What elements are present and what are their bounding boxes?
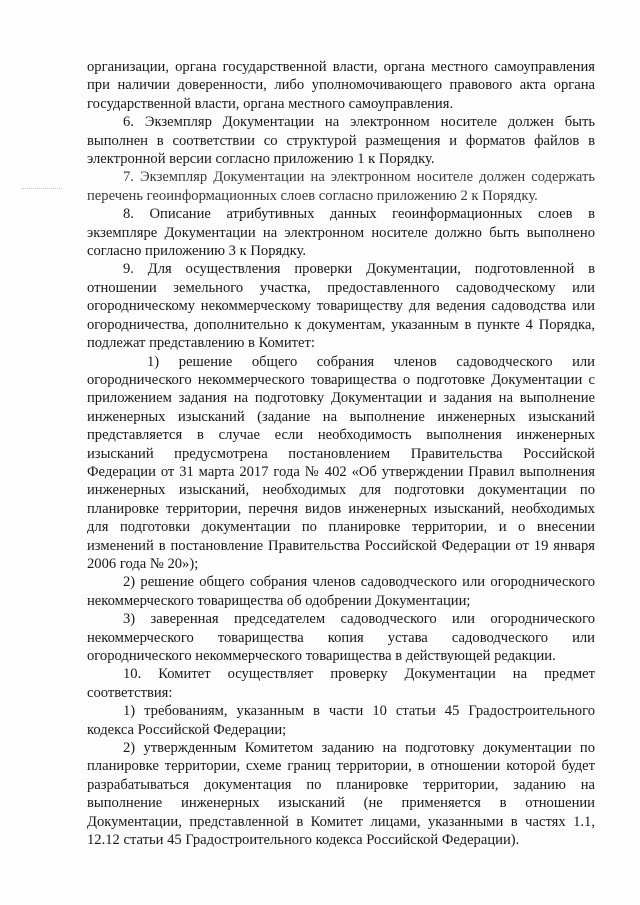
scan-margin-mark — [22, 188, 62, 190]
paragraph-item-10-1: 1) требованиям, указанным в части 10 статьи 45 Градостроительного кодекса Российской Федерации; — [87, 703, 595, 738]
paragraph-item-9-3: 3) заверенная председателем садоводческого или огороднического некоммерческого товарищества копия устава садоводческого или огороднического некоммерческого товарищества в действующей редакции. — [87, 611, 595, 664]
paragraph-item-7: 7. Экземпляр Документации на электронном носителе должен содержать перечень геоинформационных слоев согласно приложению 2 к Порядку. — [87, 169, 595, 204]
document-body — [87, 58, 595, 849]
paragraph-item-8: 8. Описание атрибутивных данных геоинформационных слоев в экземпляре Документации на электронном носителе должно быть выполнено согласно приложению 3 к Порядку. — [87, 206, 595, 260]
paragraph-continuation: организации, органа государственной власти, органа местного самоуправления при наличии доверенности, либо уполномочивающего правового акта органа государственной власти, органа местного самоуправления. — [87, 59, 595, 112]
paragraph-item-9-2: 2) решение общего собрания членов садоводческого или огороднического некоммерческого товарищества об одобрении Документации; — [87, 574, 595, 609]
paragraph-item-10-2: 2) утвержденным Комитетом заданию на подготовку документации по планировке территории, схеме границ территории, в отношении которой будет разрабатываться документация по планировке территории, заданию на выполнение инженерных изысканий (не применяется в отношении Документации, представленной в Комитет лицами, указанными в частях 1.1, 12.12 статьи 45 Градостроительного кодекса Российской Федерации). — [87, 740, 595, 849]
paragraph-item-9-1: 1) решение общего собрания членов садоводческого или огороднического некоммерческого товарищества о подготовке Документации с приложением задания на подготовку Документации и задания на выполнение инженерных изысканий (задание на выполнение инженерных изысканий представляется в случае если необходимость выполнения инженерных изысканий предусмотрена постановлением Правительства Российской Федерации от 31 марта 2017 года № 402 «Об утверждении Правил выполнения инженерных изысканий, необходимых для подготовки документации по планировке территории, перечня видов инженерных изысканий, необходимых для подготовки документации по планировке территории, и о внесении изменений в постановление Правительства Российской Федерации от 19 января 2006 года № 20»); — [87, 353, 595, 572]
paragraph-item-6: 6. Экземпляр Документации на электронном носителе должен быть выполнен в соответствии со структурой размещения и форматов файлов в электронной версии согласно приложению 1 к Порядку. — [87, 114, 595, 168]
paragraph-item-10: 10. Комитет осуществляет проверку Документации на предмет соответствия: — [87, 666, 595, 701]
paragraph-item-9: 9. Для осуществления проверки Документации, подготовленной в отношении земельного участка, предоставленного садоводческому или огородническому некоммерческому товариществу для ведения садоводства или огородничества, дополнительно к документам, указанным в пункте 4 Порядка, подлежат представлению в Комитет: — [87, 261, 595, 352]
